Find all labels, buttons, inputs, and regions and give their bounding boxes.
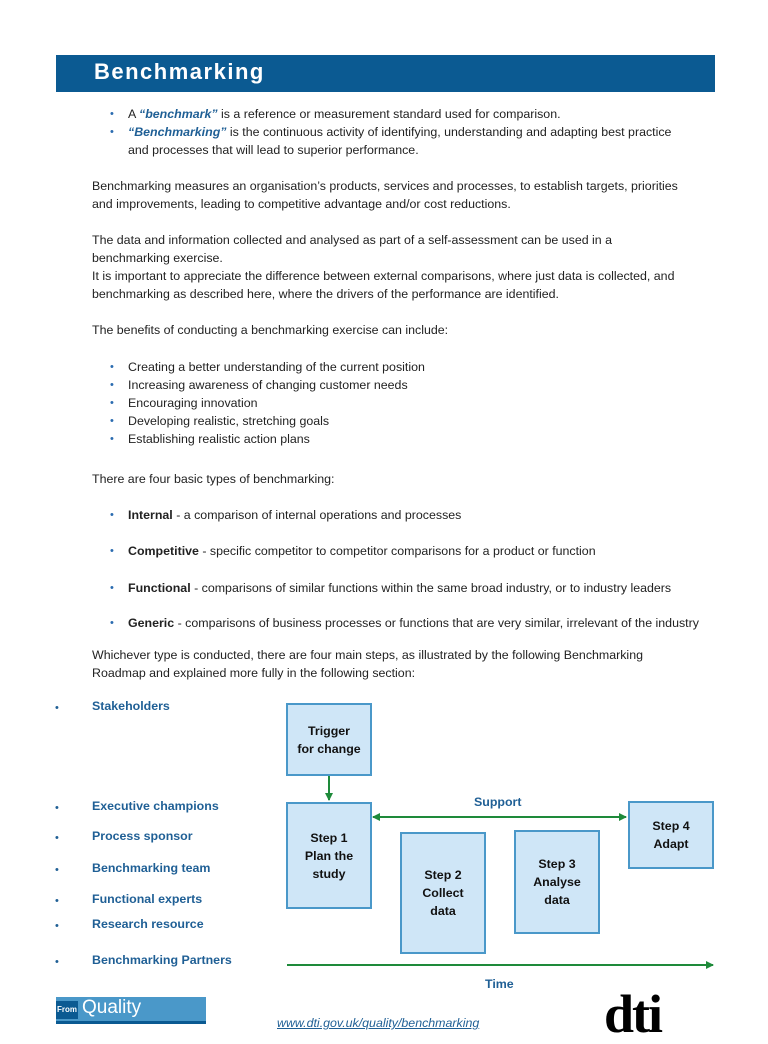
from-label: From: [56, 1001, 78, 1019]
paragraph-line: It is important to appreciate the difference between external comparisons, where just data is collected, and: [92, 269, 675, 283]
bullet-icon: •: [55, 956, 59, 968]
benefit-item: Establishing realistic action plans: [128, 432, 310, 446]
bullet-icon: •: [110, 433, 114, 445]
bullet-icon: •: [110, 379, 114, 391]
page-title: Benchmarking: [94, 59, 265, 84]
stakeholder-item: Stakeholders: [92, 699, 170, 713]
bullet-icon: •: [110, 397, 114, 409]
benefit-item: Encouraging innovation: [128, 396, 258, 410]
benefit-item: Increasing awareness of changing customer needs: [128, 378, 408, 392]
support-label: Support: [474, 795, 522, 809]
bullet-icon: •: [55, 895, 59, 907]
type-item-internal: Internal - a comparison of internal operations and processes: [128, 508, 462, 522]
stakeholder-item: Benchmarking Partners: [92, 953, 232, 967]
stakeholder-item: Benchmarking team: [92, 861, 211, 875]
bullet-icon: •: [55, 920, 59, 932]
stakeholder-item: Functional experts: [92, 892, 203, 906]
definition-benchmarking: “Benchmarking” is the continuous activity of identifying, understanding and adapting best practice: [128, 125, 672, 139]
paragraph-line: benchmarking exercise.: [92, 251, 223, 265]
footer-url-link[interactable]: www.dti.gov.uk/quality/benchmarking: [277, 1016, 480, 1030]
step2-box: Step 2 Collect data: [400, 832, 486, 954]
paragraph-line: and improvements, leading to competitive advantage and/or cost reductions.: [92, 197, 511, 211]
stakeholder-item: Executive champions: [92, 799, 219, 813]
stakeholder-item: Process sponsor: [92, 829, 193, 843]
type-item-functional: Functional - comparisons of similar functions within the same broad industry, or to industry leaders: [128, 581, 672, 595]
bullet-icon: •: [55, 702, 59, 714]
type-item-generic: Generic - comparisons of business processes or functions that are very similar, irrelevant of the industry: [128, 616, 699, 630]
type-item-competitive: Competitive - specific competitor to competitor comparisons for a product or function: [128, 544, 596, 558]
paragraph-line: Roadmap and explained more fully in the following section:: [92, 666, 416, 680]
step3-box: Step 3 Analyse data: [514, 830, 600, 934]
bullet-icon: •: [110, 415, 114, 427]
stakeholder-item: Research resource: [92, 917, 204, 931]
bullet-icon: •: [55, 802, 59, 814]
benefit-item: Creating a better understanding of the current position: [128, 360, 425, 374]
bullet-icon: •: [110, 582, 114, 594]
trigger-box: Trigger for change: [286, 703, 372, 776]
time-label: Time: [485, 977, 514, 991]
paragraph-line: The data and information collected and analysed as part of a self-assessment can be used in a: [92, 233, 613, 247]
definition-benchmarking-cont: and processes that will lead to superior performance.: [128, 143, 419, 157]
benefit-item: Developing realistic, stretching goals: [128, 414, 330, 428]
bullet-icon: •: [110, 545, 114, 557]
quality-logo: [56, 997, 206, 1024]
quality-label: Quality: [82, 997, 142, 1018]
bullet-icon: •: [110, 617, 114, 629]
bullet-icon: •: [110, 509, 114, 521]
bullet-icon: •: [110, 126, 114, 138]
paragraph-line: Whichever type is conducted, there are four main steps, as illustrated by the following Benchmarking: [92, 648, 643, 662]
paragraph-line: benchmarking as described here, where the drivers of the performance are identified.: [92, 287, 559, 301]
bullet-icon: •: [110, 108, 114, 120]
bullet-icon: •: [110, 361, 114, 373]
paragraph-line: Benchmarking measures an organisation’s products, services and processes, to establish targets, priorities: [92, 179, 678, 193]
definition-benchmark: A “benchmark” is a reference or measurement standard used for comparison.: [128, 107, 561, 121]
dti-logo: dti: [604, 984, 662, 1044]
step4-box: Step 4 Adapt: [628, 801, 714, 869]
step1-box: Step 1 Plan the study: [286, 802, 372, 909]
paragraph-line: The benefits of conducting a benchmarking exercise can include:: [92, 323, 449, 337]
bullet-icon: •: [55, 864, 59, 876]
bullet-icon: •: [55, 832, 59, 844]
paragraph-line: There are four basic types of benchmarking:: [92, 472, 335, 486]
